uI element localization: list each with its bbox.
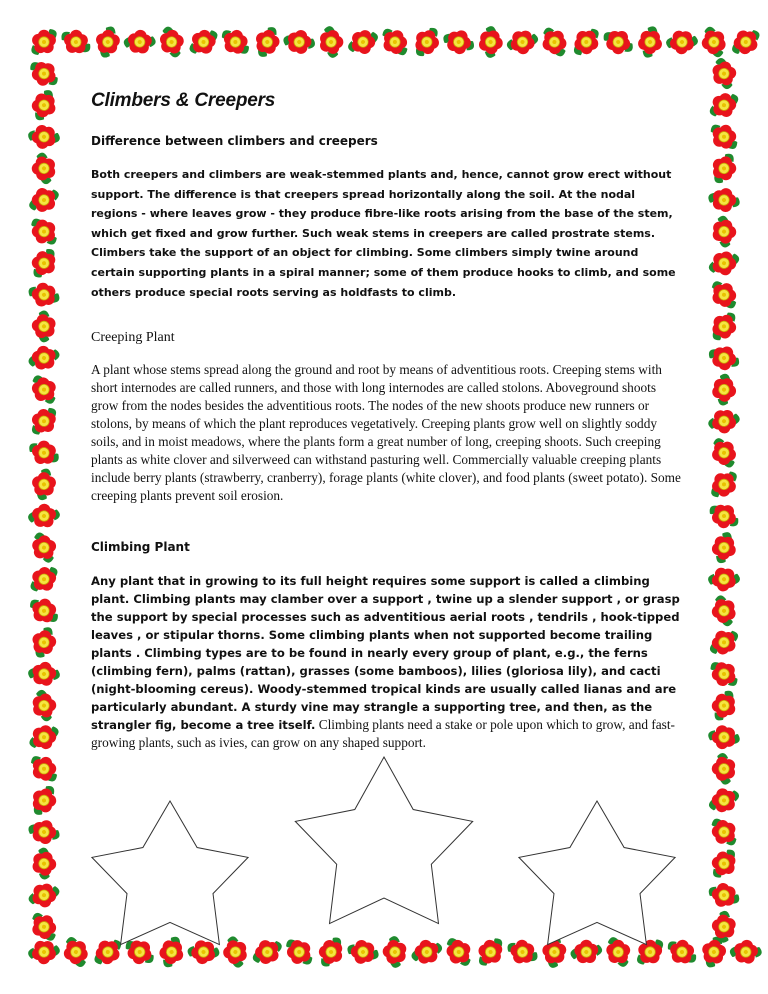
red-flower-icon — [505, 24, 540, 59]
red-flower-icon — [221, 28, 250, 56]
red-flower-icon — [707, 594, 742, 628]
red-flower-icon — [29, 375, 60, 405]
red-flower-icon — [539, 27, 570, 58]
red-flower-icon — [710, 660, 738, 688]
red-flower-icon — [26, 688, 61, 723]
intro-paragraph: Both creepers and climbers are weak-stemmed plants and, hence, cannot grow erect without support. The difference is that creepers spread horizontally along the soil. At the nodal regions - where leaves grow - they produce fibre-like roots arising from the base of the stem, which get fixed and grow further. Such weak stems in creepers are called prostrate stems. Climbers take the support of an object for climbing. Some climbers simply twine around certain supporting plants in a spiral manner; some of them produce hooks to climb, and some others produce special roots serving as holdfasts to climb. — [91, 168, 676, 299]
red-flower-icon — [347, 25, 380, 58]
star-outline-icon — [295, 757, 472, 924]
red-flower-icon — [29, 248, 60, 279]
red-flower-icon — [441, 25, 476, 60]
red-flower-icon — [251, 25, 284, 59]
red-flower-icon — [710, 123, 737, 150]
red-flower-icon — [26, 498, 62, 534]
climbing-text-sans: Any plant that in growing to its full height requires some support is called a climbing plant. Climbing plants may clamber over a support , twine up a slender support , or grasp the support by special processes such as adventitious aerial roots , tendrils , hook-tipped leaves , or stipular thorns. Some climbing plants when not supported become trailing plants . Climbing types are to be found in nearly every group of plant, e.g., the ferns (climbing fern), palms (rattan), grasses (some bamboos), lilies (gloriosa lily), and cacti (night-blooming cereus). Woody-stemmed tropical kinds are usually called lianas and are particularly abundant. A sturdy vine may strangle a supporting tree, and then, as the strangler fig, become a tree itself. — [91, 574, 680, 732]
creeping-paragraph: A plant whose stems spread along the ground and root by means of adventitious roots. Creeping stems with short internodes are called runners, and those with long internodes are called stolons. Aboveground shoots grow from the nodes besides the adventitious roots. The nodes of the new shoots produce new runners or stolons, by means of which the plant reproduces vegetatively. Creeping plants grow well on slightly soddy soils, and in moist meadows, where the plants form a great number of long, creeping shoots. Such creeping plants as white clover and silverweed can withstand pasturing well. Commercially valuable creeping plants include berry plants (strawberry, cranberry), forage plants (white clover), and food plants (sweet potato). Some creeping plants prevent soil erosion. — [91, 362, 681, 503]
red-flower-icon — [26, 151, 62, 187]
red-flower-icon — [708, 689, 741, 722]
red-flower-icon — [664, 24, 700, 60]
red-flower-icon — [711, 471, 737, 497]
red-flower-icon — [706, 182, 742, 218]
red-flower-icon — [707, 246, 740, 280]
red-flower-icon — [710, 281, 739, 309]
red-flower-icon — [26, 466, 62, 502]
red-flower-icon — [412, 27, 442, 58]
red-flower-icon — [122, 24, 158, 60]
creeping-section — [91, 330, 681, 505]
red-flower-icon — [30, 565, 58, 594]
red-flower-icon — [27, 531, 61, 564]
red-flower-icon — [27, 625, 61, 659]
red-flower-icon — [602, 26, 635, 58]
page-title: Climbers & Creepers — [91, 90, 276, 111]
star-outline-icon — [92, 801, 248, 945]
red-flower-icon — [27, 436, 60, 469]
red-flower-icon — [706, 403, 741, 439]
red-flower-icon — [708, 437, 740, 469]
red-flower-icon — [707, 341, 741, 375]
red-flower-icon — [30, 407, 57, 435]
red-flower-icon — [313, 24, 349, 60]
red-flower-icon — [706, 561, 742, 597]
subtitle: Difference between climbers and creepers — [91, 134, 378, 148]
red-flower-icon — [27, 88, 61, 122]
red-flower-icon — [709, 627, 739, 657]
climbing-section — [91, 540, 681, 752]
red-flower-icon — [26, 308, 62, 344]
red-flower-icon — [26, 277, 61, 312]
red-flower-icon — [706, 371, 742, 407]
red-flower-icon — [706, 214, 742, 250]
red-flower-icon — [472, 24, 508, 60]
red-flower-icon — [697, 25, 731, 59]
red-flower-icon — [281, 24, 317, 60]
red-flower-icon — [90, 24, 125, 59]
star-outline-icon — [519, 801, 675, 945]
red-flower-icon — [28, 184, 60, 217]
red-flower-icon — [189, 27, 218, 57]
red-flower-icon — [31, 218, 58, 244]
red-flower-icon — [709, 312, 738, 342]
red-flower-icon — [709, 90, 740, 121]
climbing-text-serif: Climbing plants need a stake or pole upon which to grow, and fast-growing plants, such as ivies, can grow on any shaped support. — [91, 717, 675, 750]
red-flower-icon — [154, 25, 188, 59]
red-flower-icon — [632, 24, 668, 60]
intro-section — [91, 90, 681, 302]
red-flower-icon — [731, 27, 760, 56]
red-flower-icon — [26, 119, 62, 155]
red-flower-icon — [706, 530, 741, 565]
red-flower-icon — [26, 656, 62, 692]
red-flower-icon — [381, 28, 409, 55]
red-flower-icon — [31, 29, 56, 55]
red-flower-icon — [708, 152, 740, 185]
red-flower-icon — [573, 29, 599, 56]
red-flower-icon — [29, 59, 58, 88]
red-flower-icon — [706, 56, 741, 91]
red-flower-icon — [60, 26, 92, 58]
red-flower-icon — [29, 596, 59, 625]
red-flower-icon — [708, 500, 740, 531]
red-flower-icon — [27, 341, 62, 376]
climbing-paragraph — [91, 572, 681, 752]
climbing-heading: Climbing Plant — [91, 540, 190, 554]
stars-decoration — [0, 740, 768, 950]
creeping-heading: Creeping Plant — [91, 330, 175, 345]
